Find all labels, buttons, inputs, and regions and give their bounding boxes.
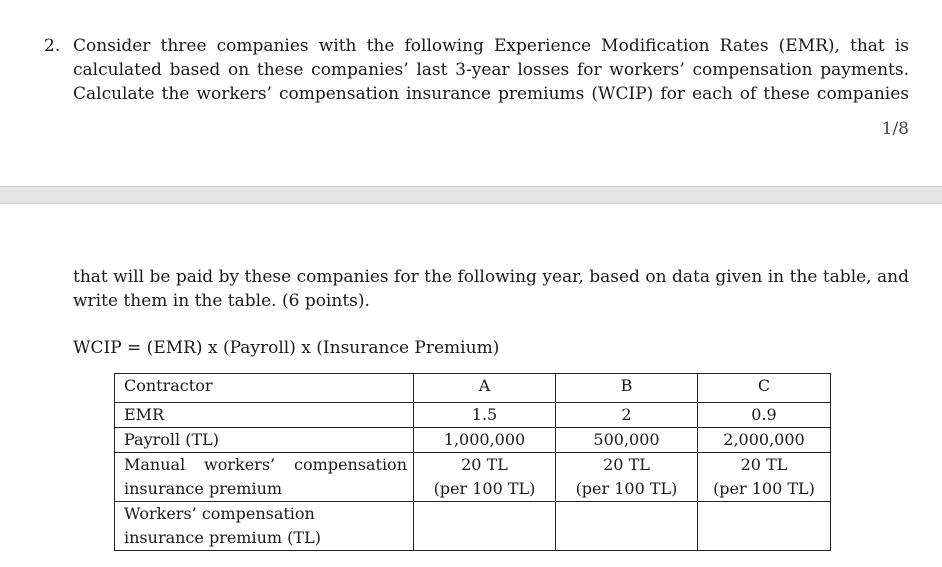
- manual-c-basis: (per 100 TL): [713, 479, 815, 498]
- manual-c: [698, 453, 831, 502]
- question-continuation: [73, 265, 909, 313]
- header-col-a: A: [414, 374, 556, 403]
- emr-c: 0.9: [698, 403, 831, 428]
- manual-b-rate: 20 TL: [603, 455, 650, 474]
- question-text: [73, 34, 909, 106]
- table-row-wcip: [115, 502, 831, 551]
- manual-label-line2: insurance premium: [124, 479, 283, 498]
- emr-label: EMR: [115, 403, 414, 428]
- question-number: 2.: [44, 36, 61, 56]
- premium-table: [114, 373, 831, 551]
- question-line: calculated based on these companies’ last 3-year losses for workers’ compensation payments.: [73, 60, 909, 80]
- question-line: Consider three companies with the following Experience Modification Rates (EMR), that is: [73, 36, 909, 56]
- wcip-a-answer-cell[interactable]: [414, 502, 556, 551]
- page-indicator: 1/8: [881, 119, 909, 139]
- wcip-formula: WCIP = (EMR) x (Payroll) x (Insurance Premium): [73, 338, 500, 358]
- header-col-b: B: [556, 374, 698, 403]
- emr-a: 1.5: [414, 403, 556, 428]
- payroll-b: 500,000: [556, 428, 698, 453]
- manual-label-line1: Manual workers’ compensation: [124, 455, 407, 474]
- continuation-line: write them in the table. (6 points).: [73, 291, 370, 311]
- wcip-label-line2: insurance premium (TL): [124, 528, 321, 547]
- payroll-label: Payroll (TL): [115, 428, 414, 453]
- table-row-emr: [115, 403, 831, 428]
- payroll-a: 1,000,000: [414, 428, 556, 453]
- header-col-c: C: [698, 374, 831, 403]
- table-row-manual-premium: [115, 453, 831, 502]
- manual-a-basis: (per 100 TL): [433, 479, 536, 498]
- payroll-c: 2,000,000: [698, 428, 831, 453]
- wcip-label-line1: Workers’ compensation: [124, 504, 315, 523]
- manual-a: [414, 453, 556, 502]
- continuation-line: that will be paid by these companies for the following year, based on data given in the table, and: [73, 267, 909, 287]
- manual-b: [556, 453, 698, 502]
- manual-b-basis: (per 100 TL): [575, 479, 678, 498]
- manual-c-rate: 20 TL: [740, 455, 788, 474]
- manual-premium-label: [115, 453, 414, 502]
- document-page-top: [0, 0, 942, 186]
- emr-b: 2: [556, 403, 698, 428]
- wcip-label: [115, 502, 414, 551]
- wcip-c-answer-cell[interactable]: [698, 502, 831, 551]
- manual-a-rate: 20 TL: [461, 455, 508, 474]
- table-header-row: [115, 374, 831, 403]
- wcip-b-answer-cell[interactable]: [556, 502, 698, 551]
- header-label: Contractor: [115, 374, 414, 403]
- question-line: Calculate the workers’ compensation insurance premiums (WCIP) for each of these companies: [73, 84, 909, 104]
- page-separator: [0, 186, 942, 204]
- table-row-payroll: [115, 428, 831, 453]
